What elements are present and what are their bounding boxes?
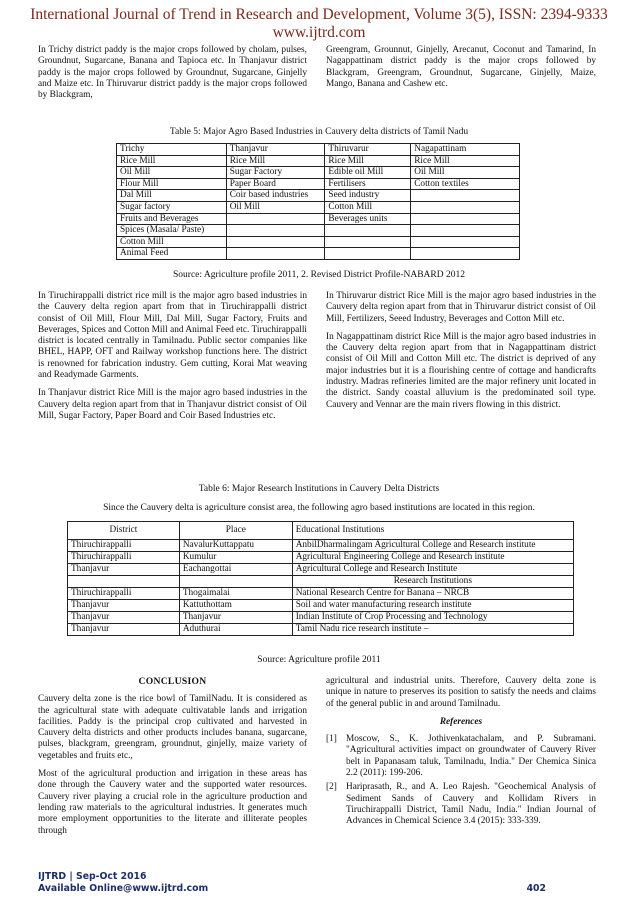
table5-caption: Table 5: Major Agro Based Industries in Cauvery delta districts of Tamil Nadu [169,127,469,137]
table-cell [411,213,520,225]
table6 [67,521,574,636]
table-row [68,600,574,612]
table-row [117,225,520,237]
table-cell: Thiruchirappalli [68,552,180,564]
table-cell [226,225,325,237]
table-cell: Indian Institute of Crop Processing and Technology [292,612,573,624]
table-header-row [68,522,574,540]
table-cell: Cotton Mill [325,201,411,213]
paragraph: In Trichy district paddy is the major crops followed by cholam, pulses, Groundnut, Sugarcane, Banana and Tapioca etc. In Thanjavur district paddy is the major crops followed by Groundnut, Sugarcane, Ginjelly and Maize etc. In Thiruvarur district paddy is the major crops followed by Blackgram, [38,45,307,101]
reference-text: Moscow, S., K. Jothivenkatachalam, and P. Subramani. "Agricultural activities impact on groundwater of Cauvery River belt in Papanasam taluk, Tamilnadu, India." Der Chemica Sinica 2.2 (2011): 199-206. [346,734,596,779]
table6-source: Source: Agriculture profile 2011 [257,655,381,665]
conclusion-right-column [326,676,596,831]
table-cell: Flour Mill [117,178,227,190]
table-row [117,213,520,225]
table-row [117,236,520,248]
table-row [117,248,520,260]
table-cell: Oil Mill [117,167,227,179]
paragraph: In Nagappattinam district Rice Mill is the major agro based industries in the Cauvery delta region apart from that in Nagappattinam district consist of Oil Mill and Cotton Mill etc. The district is deprived of any major industries but it is a flourishing centre of cottage and handicrafts industry. Madras refineries limited are the major refinery unit located in the district. Sandy coastal alluvium is the predominated soil type. Cauvery and Vennar are the main rivers flowing in this district. [326,331,596,410]
table-row [117,178,520,190]
table-cell: Thanjavur [226,144,325,156]
reference-item [326,782,596,827]
table-cell: Seed industry [325,190,411,202]
reference-text: Hariprasath, R., and A. Leo Rajesh. "Geochemical Analysis of Sediment Sands of Cauvery and Kollidam Rivers in Tiruchirappalli District, Tamil Nadu, India." Indian Journal of Advances in Chemical Science 3.4 (2015): 333-339. [346,782,596,827]
table-cell: Thanjavur [68,600,180,612]
table-cell: Oil Mill [411,167,520,179]
table-cell: National Research Centre for Banana – NRCB [292,588,573,600]
table-row [117,190,520,202]
table5-source: Source: Agriculture profile 2011, 2. Revised District Profile-NABARD 2012 [173,270,465,280]
paragraph: Cauvery delta zone is the rice bowl of TamilNadu. It is considered as the agricultural state with adequate cultivatable lands and irrigation facilities. Paddy is the principal crop cultivated and harvested in Cauvery delta districts and other products includes banana, sugarcane, pulses, blackgram, greengram, groundnut, ginjelly, maize variety of vegetables and fruits etc., [38,694,307,761]
table-cell: Rice Mill [117,155,227,167]
table-cell: Thiruvarur [325,144,411,156]
reference-item [326,734,596,779]
page-number: 402 [526,883,546,894]
table-cell: Soil and water manufacturing research institute [292,600,573,612]
table-cell: Spices (Masala/ Paste) [117,225,227,237]
table-cell: Tamil Nadu rice research institute – [292,624,573,636]
mid-right-column [326,291,596,418]
table-cell: Cotton textiles [411,178,520,190]
table-cell: Eachangottai [179,564,292,576]
table-cell: Thanjavur [68,612,180,624]
table-cell [325,248,411,260]
table-cell: Fruits and Beverages [117,213,227,225]
table-cell: Educational Institutions [292,522,573,540]
table-cell [325,236,411,248]
table-cell: Beverages units [325,213,411,225]
table-row [68,612,574,624]
table-cell: Animal Feed [117,248,227,260]
table-cell [411,236,520,248]
table-cell: Thanjavur [68,564,180,576]
table-cell: Rice Mill [325,155,411,167]
table-cell [411,190,520,202]
table-cell: Sugar factory [117,201,227,213]
table-cell: AnbilDharmalingam Agricultural College and Research institute [292,540,573,552]
table-cell: Thanjavur [179,612,292,624]
paragraph: Most of the agricultural production and irrigation in these areas has done through the Cauvery water and the supported water resources. Cauvery river playing a crucial role in the agriculture production and lending raw materials to the agricultural industries. It generates much more employment opportunities to the literate and illiterate peoples through [38,769,307,836]
table-row [117,155,520,167]
table-cell: Rice Mill [411,155,520,167]
table-cell: Thanjavur [68,624,180,636]
table-row [68,588,574,600]
paragraph: In Thanjavur district Rice Mill is the major agro based industries in the Cauvery delta region apart from that in Thanjavur district consist of Oil Mill, Sugar Factory, Paper Board and Coir Based Industries etc. [38,388,307,421]
table6-caption: Table 6: Major Research Institutions in Cauvery Delta Districts [198,484,440,494]
table-cell [226,248,325,260]
table-cell [325,225,411,237]
table-cell: Nagapattinam [411,144,520,156]
journal-title: International Journal of Trend in Research and Development, Volume 3(5), ISSN: 2394-9333 [30,6,608,23]
table-cell: Trichy [117,144,227,156]
paragraph: Greengram, Grounnut, Ginjelly, Arecanut, Coconut and Tamarind, In Nagappattinam district paddy is the major crops followed by Blackgram, Greengram, Groundnut, Sugarcane, Ginjelly, Maize, Mango, Banana and Cashew etc. [326,45,596,89]
table-cell: NavalurKuttappatu [179,540,292,552]
table-row [68,540,574,552]
table-cell [68,576,180,588]
table-cell: Thiruchirappalli [68,588,180,600]
table-cell: Coir based industries [226,190,325,202]
journal-url: www.ijtrd.com [272,24,366,41]
table-subheader-row [68,576,574,588]
table-cell: Kattuthottam [179,600,292,612]
mid-left-column [38,291,307,429]
table-cell: Place [179,522,292,540]
table-cell: Fertilisers [325,178,411,190]
table-cell [179,576,292,588]
table6-intro: Since the Cauvery delta is agriculture consist area, the following agro based institutions are located in this region. [103,503,535,513]
table-cell: Aduthurai [179,624,292,636]
reference-number: [1] [326,734,337,745]
table-row [117,167,520,179]
table-cell: District [68,522,180,540]
conclusion-left-column [38,676,307,844]
table-cell: Sugar Factory [226,167,325,179]
table-cell [226,236,325,248]
table-cell [411,248,520,260]
table-row [68,552,574,564]
table-cell [411,201,520,213]
table-cell: Agricultural Engineering College and Research institute [292,552,573,564]
table-cell: Kumulur [179,552,292,564]
footer-issue: IJTRD | Sep-Oct 2016 [38,871,147,882]
references-heading: References [439,716,483,727]
table-cell: Oil Mill [226,201,325,213]
table-cell [411,225,520,237]
top-right-column [326,45,596,97]
table-row [68,564,574,576]
table-row [68,624,574,636]
table-cell: Rice Mill [226,155,325,167]
table-cell [226,213,325,225]
table-cell: Dal Mill [117,190,227,202]
conclusion-heading: CONCLUSION [138,676,207,687]
table-cell: Research Institutions [292,576,573,588]
table-cell: Thiruchirappalli [68,540,180,552]
table-cell: Thogaimalai [179,588,292,600]
footer-availability: Available Online@www.ijtrd.com [38,883,209,894]
table-cell: Agricultural College and Research Institute [292,564,573,576]
paragraph: In Tiruchirappalli district rice mill is the major agro based industries in the Cauvery delta region apart from that in Tiruchirappalli district consist of Oil Mill, Flour Mill, Dal Mill, Sugar Factory, Fruits and Beverages, Spices and Cotton Mill and Animal Feed etc. Tiruchirappalli district is located centrally in Tamilnadu. Public sector companies like BHEL, HAPP, OFT and Railway workshop functions here. The district is renowned for fabrication industry. Gem cutting, Korai Mat weaving and Readymade Garments. [38,291,307,381]
paragraph: agricultural and industrial units. Therefore, Cauvery delta zone is unique in nature to preserves its position to satisfy the needs and claims of the general public in and around Tamilnadu. [326,676,596,709]
journal-header [0,6,638,42]
reference-number: [2] [326,782,337,793]
table-header-row [117,144,520,156]
table-cell: Edible oil Mill [325,167,411,179]
table-cell: Cotton Mill [117,236,227,248]
table5 [116,143,520,260]
paragraph: In Thiruvarur district Rice Mill is the major agro based industries in the Cauvery delta region apart from that in Thiruvarur district consist of Oil Mill, Fertilizers, Seeed Industry, Beverages and Cotton Mill etc. [326,291,596,324]
table-cell: Paper Board [226,178,325,190]
table-row [117,201,520,213]
top-left-column [38,45,307,108]
